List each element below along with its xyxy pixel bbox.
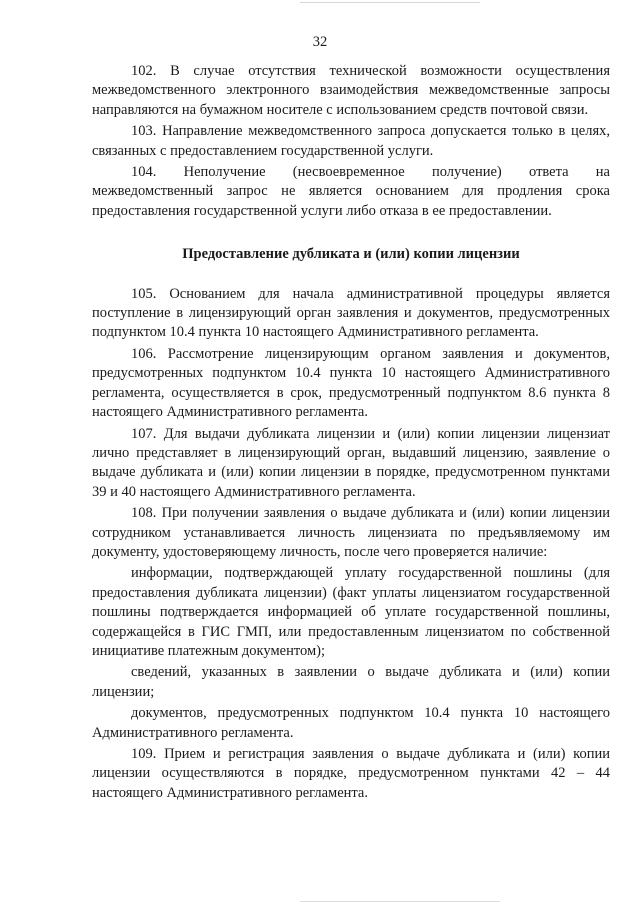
document-body: [92, 62, 610, 803]
paragraph-104: 104. Неполучение (несвоевременное получение) ответа на межведомственный запрос не является основанием для продления срока предоставления государственной услуги либо отказа в ее предоставлении.: [92, 164, 610, 219]
list-item-application-info: сведений, указанных в заявлении о выдаче дубликата и (или) копии лицензии;: [92, 664, 610, 700]
paragraph-107: 107. Для выдачи дубликата лицензии и (или) копии лицензии лицензиат лично представляет в лицензирующий орган, выдавший лицензию, заявление о выдаче дубликата и (или) копии лицензии в порядке, предусмотренном пунктами 39 и 40 настоящего Административного регламента.: [92, 425, 610, 500]
scan-artifact-top: [300, 2, 480, 3]
page-number: 32: [312, 34, 328, 50]
paragraph-106: 106. Рассмотрение лицензирующим органом заявления и документов, предусмотренных подпунктом 10.4 пункта 10 настоящего Административного регламента, осуществляется в срок, предусмотренный подпунктом 8.6 пункта 8 настоящего Административного регламента.: [92, 345, 610, 421]
paragraph-109: 109. Прием и регистрация заявления о выдаче дубликата и (или) копии лицензии осуществляются в порядке, предусмотренном пунктами 42 – 44 настоящего Административного регламента.: [92, 746, 610, 801]
paragraph-102: 102. В случае отсутствия технической возможности осуществления межведомственного электронного взаимодействия межведомственные запросы направляются на бумажном носителе с использованием средств почтовой связи.: [92, 63, 610, 118]
section-heading: Предоставление дубликата и (или) копии лицензии: [182, 246, 520, 263]
scan-artifact-bottom: [300, 901, 500, 902]
list-item-fee-info: информации, подтверждающей уплату государственной пошлины (для предоставления дубликата лицензии) (факт уплаты лицензиатом государственной пошлины подтверждается информацией об уплате государственной пошлины, содержащейся в ГИС ГМП, или предоставленным лицензиатом по собственной инициативе платежным документом);: [92, 565, 610, 659]
paragraph-108: 108. При получении заявления о выдаче дубликата и (или) копии лицензии сотрудником устанавливается личность лицензиата по предъявляемому им документу, удостоверяющему личность, после чего проверяется наличие:: [92, 505, 610, 560]
list-item-documents: документов, предусмотренных подпунктом 10.4 пункта 10 настоящего Административного регламента.: [92, 705, 610, 741]
paragraph-103: 103. Направление межведомственного запроса допускается только в целях, связанных с предоставлением государственной услуги.: [92, 123, 610, 159]
paragraph-105: 105. Основанием для начала административной процедуры является поступление в лицензирующий орган заявления и документов, предусмотренных подпунктом 10.4 пункта 10 настоящего Административного регламента.: [92, 285, 610, 341]
